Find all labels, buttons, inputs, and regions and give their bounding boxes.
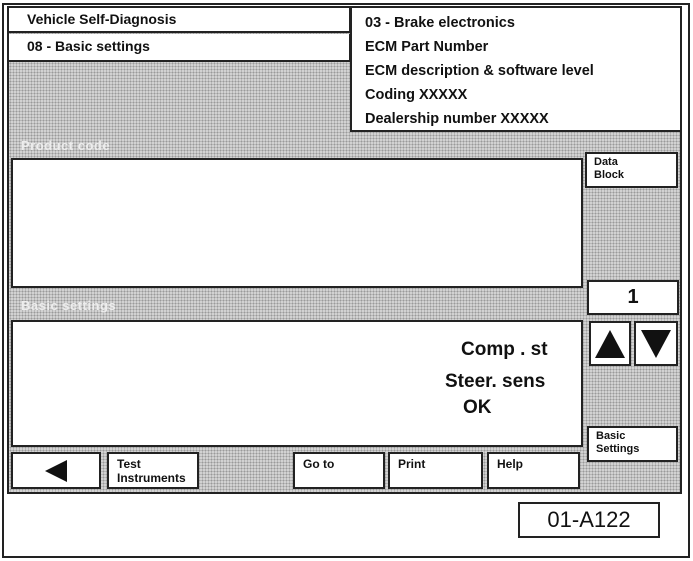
up-arrow-icon xyxy=(593,328,627,360)
app-title: Vehicle Self-Diagnosis xyxy=(27,11,177,27)
product-code-label: Product code xyxy=(21,138,111,153)
basic-settings-label-2: Settings xyxy=(596,443,640,455)
app-title-box xyxy=(9,8,351,33)
group-number-field[interactable] xyxy=(587,280,679,315)
data-block-label-2: Block xyxy=(594,169,624,181)
address-label: 03 - Brake electronics xyxy=(365,15,515,31)
back-button[interactable] xyxy=(11,452,101,489)
basic-settings-label-1: Basic xyxy=(596,430,626,442)
dealership-number: Dealership number XXXXX xyxy=(365,111,549,127)
upper-display-field xyxy=(11,158,583,288)
display-line-1: Comp . st xyxy=(461,339,548,360)
down-arrow-icon xyxy=(639,328,673,360)
data-block-button[interactable] xyxy=(585,152,678,188)
function-title: 08 - Basic settings xyxy=(27,38,150,54)
help-label: Help xyxy=(497,457,524,471)
print-button[interactable] xyxy=(388,452,483,489)
basic-settings-button[interactable] xyxy=(587,426,678,462)
scroll-down-button[interactable] xyxy=(634,321,678,366)
goto-button[interactable] xyxy=(293,452,385,489)
test-label-2: Instruments xyxy=(117,471,186,485)
left-arrow-icon xyxy=(43,459,69,483)
goto-label: Go to xyxy=(303,457,335,471)
help-button[interactable] xyxy=(487,452,580,489)
display-line-3: OK xyxy=(463,397,492,418)
coding-value: Coding XXXXX xyxy=(365,87,468,103)
tester-screen xyxy=(7,6,682,494)
test-instruments-button[interactable] xyxy=(107,452,199,489)
function-box xyxy=(9,34,351,62)
data-block-label-1: Data xyxy=(594,156,618,168)
figure-id-box xyxy=(518,502,660,538)
group-number: 1 xyxy=(627,286,639,308)
basic-settings-label: Basic settings xyxy=(21,298,117,313)
lower-display-field xyxy=(11,320,583,447)
print-label: Print xyxy=(398,457,426,471)
test-label-1: Test xyxy=(117,457,141,471)
display-line-2: Steer. sens xyxy=(445,371,546,392)
ecm-part-number: ECM Part Number xyxy=(365,39,489,55)
ecu-info-panel xyxy=(350,8,680,132)
figure-id: 01-A122 xyxy=(547,507,631,532)
ecm-description: ECM description & software level xyxy=(365,63,594,79)
scroll-up-button[interactable] xyxy=(589,321,631,366)
